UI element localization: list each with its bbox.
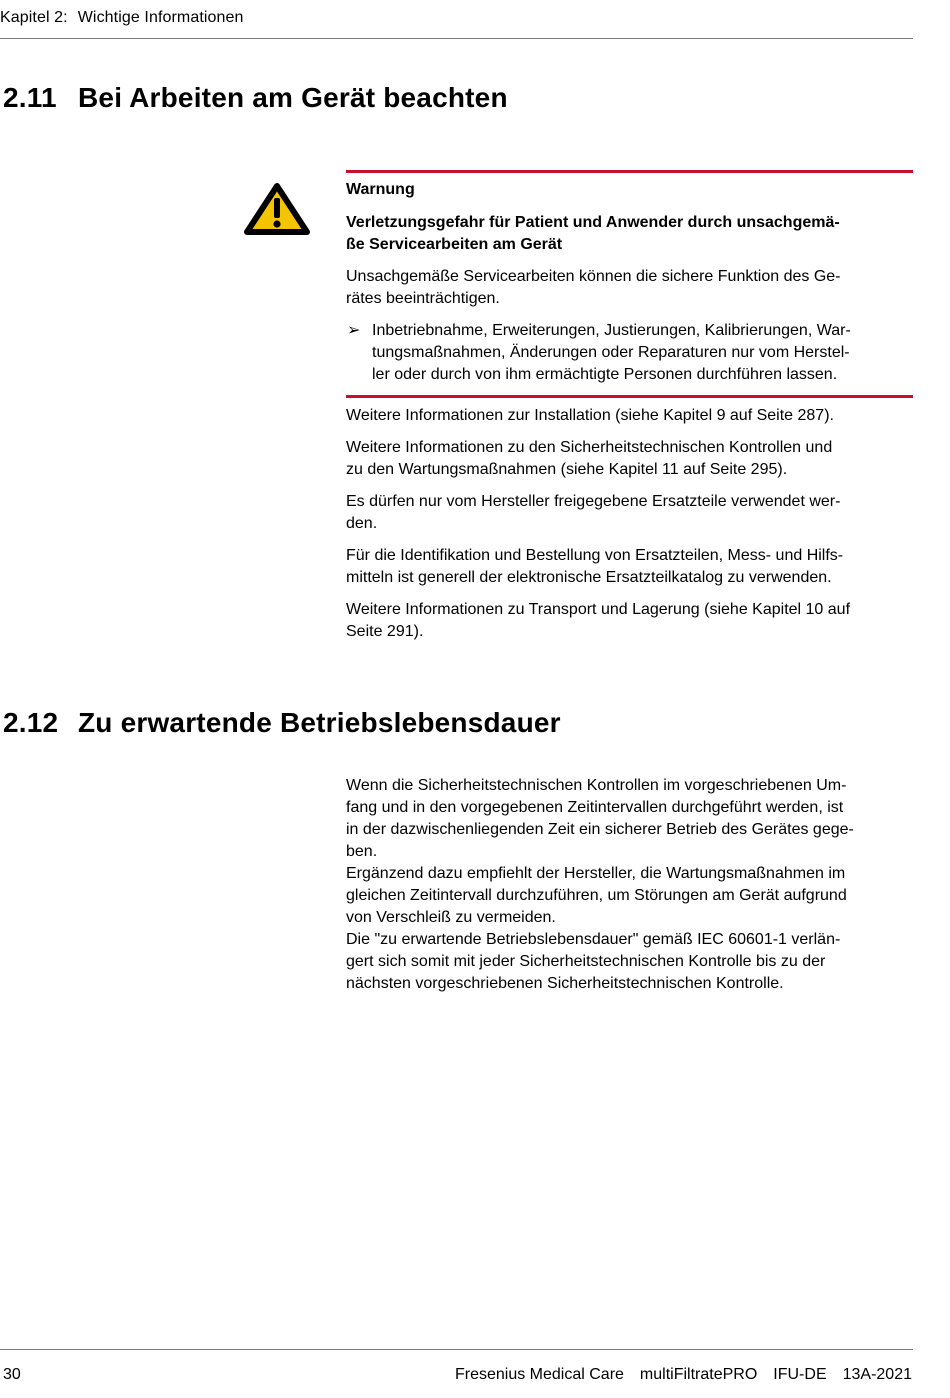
warning-text — [346, 266, 911, 310]
page-number: 30 — [3, 1366, 21, 1383]
lifetime-line: gert sich somit mit jeder Sicherheitstechnischen Kontrolle bis zu der — [346, 953, 826, 970]
header-chapter: Kapitel 2: — [0, 9, 68, 26]
warning-action-line: ler oder durch von ihm ermächtigte Personen durchführen lassen. — [372, 366, 838, 383]
info-paragraph-line: Es dürfen nur vom Hersteller freigegebene Ersatzteile verwendet wer- — [346, 493, 841, 510]
warning-bottom-rule — [346, 395, 913, 398]
info-paragraph-line: mitteln ist generell der elektronische Ersatzteilkatalog zu verwenden. — [346, 569, 832, 586]
info-paragraph-line: den. — [346, 515, 378, 532]
warning-label: Warnung — [346, 181, 415, 198]
info-paragraph — [346, 491, 913, 535]
warning-box — [346, 170, 913, 398]
info-paragraph-line: zu den Wartungsmaßnahmen (siehe Kapitel 11 auf Seite 295). — [346, 461, 788, 478]
warning-triangle-icon — [244, 183, 310, 235]
lifetime-line: Ergänzend dazu empfiehlt der Hersteller, die Wartungsmaßnahmen im — [346, 865, 846, 882]
lifetime-line: nächsten vorgeschriebenen Sicherheitstechnischen Kontrolle. — [346, 975, 784, 992]
page-header — [0, 9, 244, 27]
section-title: Bei Arbeiten am Gerät beachten — [78, 82, 508, 113]
lifetime-line: Wenn die Sicherheitstechnischen Kontrollen im vorgeschriebenen Um- — [346, 777, 847, 794]
section-heading-2-11 — [3, 82, 508, 114]
footer-product: multiFiltratePRO — [639, 1366, 758, 1383]
warning-headline-line: ße Servicearbeiten am Gerät — [346, 236, 563, 253]
info-paragraph-line: Für die Identifikation und Bestellung von Ersatzteilen, Mess- und Hilfs- — [346, 547, 844, 564]
lifetime-line: in der dazwischenliegenden Zeit ein sicherer Betrieb des Gerätes gege- — [346, 821, 854, 838]
info-paragraph-line: Weitere Informationen zur Installation (siehe Kapitel 9 auf Seite 287). — [346, 407, 834, 424]
warning-text-line: rätes beeinträchtigen. — [346, 290, 500, 307]
footer-meta — [439, 1366, 912, 1384]
section-number: 2.11 — [3, 82, 57, 113]
warning-text-line: Unsachgemäße Servicearbeiten können die sichere Funktion des Ge- — [346, 268, 841, 285]
header-divider — [0, 38, 913, 39]
warning-headline-line: Verletzungsgefahr für Patient und Anwender durch unsachgemä- — [346, 214, 840, 231]
footer-company: Fresenius Medical Care — [454, 1366, 624, 1383]
footer-version: 13A-2021 — [842, 1366, 912, 1383]
info-paragraph — [346, 437, 913, 481]
lifetime-line: Die "zu erwartende Betriebslebensdauer" gemäß IEC 60601-1 verlän- — [346, 931, 841, 948]
info-paragraphs — [346, 405, 913, 653]
lifetime-text — [346, 775, 913, 995]
section-title: Zu erwartende Betriebslebensdauer — [78, 707, 561, 738]
header-title: Wichtige Informationen — [77, 9, 244, 26]
section-heading-2-12 — [3, 707, 561, 739]
lifetime-line: von Verschleiß zu vermeiden. — [346, 909, 556, 926]
info-paragraph — [346, 545, 913, 589]
section-number: 2.12 — [3, 707, 59, 738]
info-paragraph-line: Weitere Informationen zu Transport und Lagerung (siehe Kapitel 10 auf — [346, 601, 851, 618]
warning-top-rule — [346, 170, 913, 173]
info-paragraph — [346, 405, 913, 427]
lifetime-line: fang und in den vorgegebenen Zeitintervallen durchgeführt werden, ist — [346, 799, 844, 816]
info-paragraph — [346, 599, 913, 643]
arrow-bullet-icon: ➢ — [347, 322, 361, 339]
lifetime-line: gleichen Zeitintervall durchzuführen, um Störungen am Gerät aufgrund — [346, 887, 847, 904]
warning-action-line: tungsmaßnahmen, Änderungen oder Reparaturen nur vom Herstel- — [372, 344, 850, 361]
info-paragraph-line: Weitere Informationen zu den Sicherheitstechnischen Kontrollen und — [346, 439, 833, 456]
warning-action-line: Inbetriebnahme, Erweiterungen, Justierungen, Kalibrierungen, War- — [372, 322, 851, 339]
lifetime-line: ben. — [346, 843, 378, 860]
warning-headline — [346, 212, 911, 256]
info-paragraph-line: Seite 291). — [346, 623, 424, 640]
footer-divider — [0, 1349, 913, 1350]
footer-doc: IFU-DE — [773, 1366, 827, 1383]
warning-action — [346, 320, 913, 386]
